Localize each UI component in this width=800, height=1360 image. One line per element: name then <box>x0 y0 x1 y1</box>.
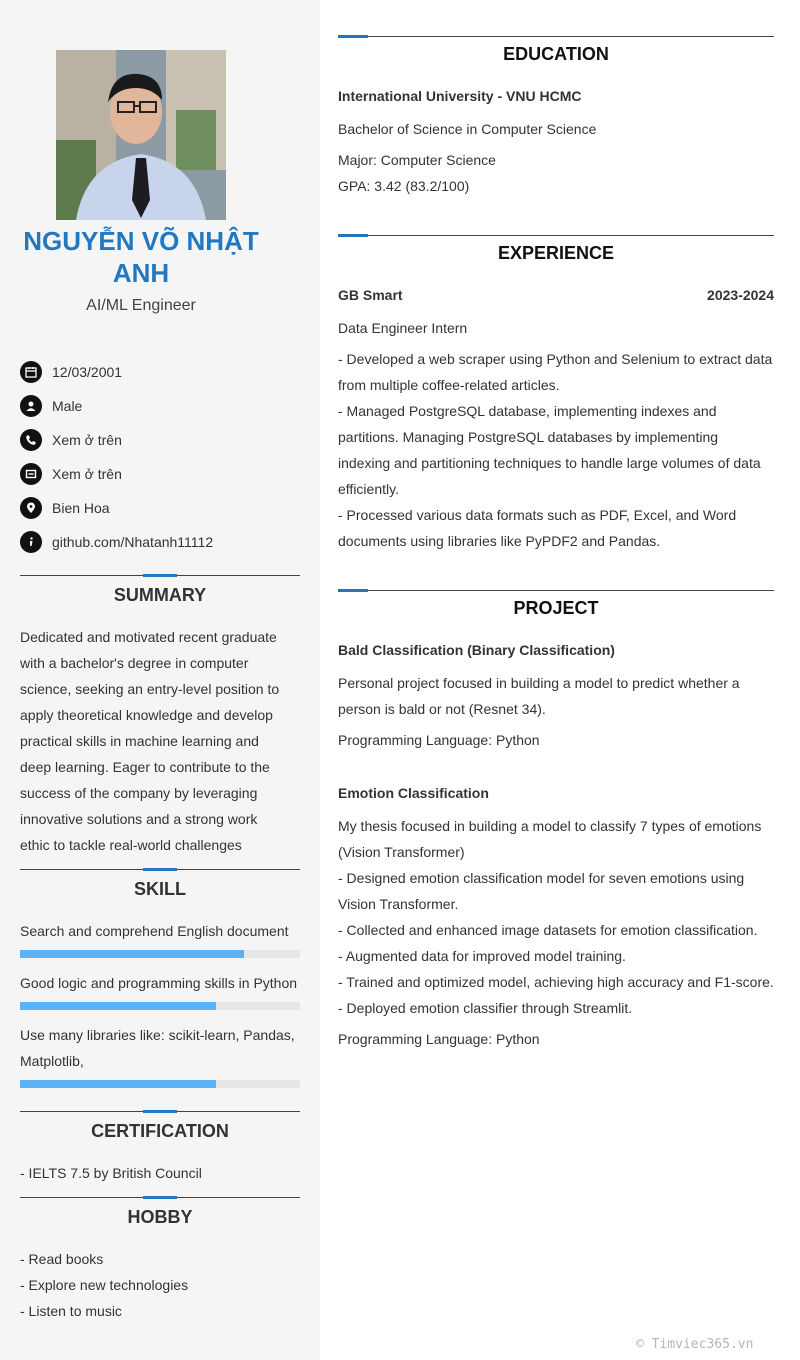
project-description <box>338 813 778 1021</box>
project-description <box>338 670 778 722</box>
summary-line: with a bachelor's degree in computer <box>20 655 249 671</box>
profile-photo <box>56 50 226 220</box>
contact-website <box>20 530 300 554</box>
summary-line: innovative solutions and a strong work <box>20 811 258 827</box>
contact-address <box>20 496 300 520</box>
watermark: © Timviec365.vn <box>636 1337 754 1352</box>
summary-line: practical skills in machine learning and <box>20 733 259 749</box>
skill-label-line: Matplotlib, <box>20 1053 84 1069</box>
skill-level-fill <box>20 950 244 958</box>
contact-phone <box>20 428 300 452</box>
project-line: Vision Transformer. <box>338 896 459 912</box>
project-line: - Trained and optimized model, achieving high accuracy and F1-score. <box>338 974 774 990</box>
summary-line: ethic to tackle real-world challenges <box>20 837 242 853</box>
website-text[interactable]: github.com/Nhatanh11112 <box>52 534 214 550</box>
skill-label: Search and comprehend English document <box>20 923 289 939</box>
email-icon <box>20 463 42 485</box>
divider <box>338 590 774 591</box>
degree: Bachelor of Science in Computer Science <box>338 121 597 137</box>
certification-title: CERTIFICATION <box>91 1121 229 1141</box>
experience-line: partitions. Managing PostgreSQL databases by implementing <box>338 429 719 445</box>
job-title: AI/ML Engineer <box>86 297 196 314</box>
education-heading <box>338 30 774 70</box>
gpa: GPA: 3.42 (83.2/100) <box>338 178 470 194</box>
address-text: Bien Hoa <box>52 500 110 516</box>
divider-accent <box>338 35 368 38</box>
hobby-item: - Explore new technologies <box>20 1277 189 1293</box>
skill-label <box>20 1022 310 1074</box>
skill-level-fill <box>20 1002 216 1010</box>
hobby-heading <box>20 1191 300 1231</box>
skill-level-bar <box>20 1080 300 1088</box>
summary-line: apply theoretical knowledge and develop <box>20 707 273 723</box>
divider <box>338 36 774 37</box>
experience-role: Data Engineer Intern <box>338 320 468 336</box>
hobby-item: - Listen to music <box>20 1303 122 1319</box>
summary-title: SUMMARY <box>113 585 207 605</box>
project-name: Emotion Classification <box>338 785 489 801</box>
divider-accent <box>143 868 177 871</box>
education-title: EDUCATION <box>503 44 609 64</box>
experience-title: EXPERIENCE <box>497 243 615 263</box>
info-icon <box>20 531 42 553</box>
project-name: Bald Classification (Binary Classification) <box>338 642 615 658</box>
person-icon <box>20 395 42 417</box>
gender-text: Male <box>52 398 83 414</box>
project-heading <box>338 584 774 624</box>
skill-label-line: Use many libraries like: scikit-learn, Pandas, <box>20 1027 295 1043</box>
summary-text <box>20 624 305 858</box>
school-name: International University - VNU HCMC <box>338 88 582 104</box>
phone-icon <box>20 429 42 451</box>
experience-line: indexing and partitioning techniques to handle large volumes of data <box>338 455 761 471</box>
summary-line: success of the company by leveraging <box>20 785 258 801</box>
experience-line: documents using libraries like PyPDF2 and Pandas. <box>338 533 661 549</box>
skill-label: Good logic and programming skills in Python <box>20 975 298 991</box>
email-text: Xem ở trên <box>52 466 122 482</box>
experience-heading <box>338 229 774 269</box>
skill-level-bar <box>20 950 300 958</box>
experience-line: - Processed various data formats such as PDF, Excel, and Word <box>338 507 737 523</box>
project-line: - Deployed emotion classifier through Streamlit. <box>338 1000 633 1016</box>
birthday-text: 12/03/2001 <box>52 364 123 380</box>
summary-heading <box>20 569 300 609</box>
hobby-list <box>20 1246 305 1324</box>
divider-accent <box>338 589 368 592</box>
summary-line: Dedicated and motivated recent graduate <box>20 629 277 645</box>
experience-line: efficiently. <box>338 481 399 497</box>
project-line: - Designed emotion classification model for seven emotions using <box>338 870 745 886</box>
project-language: Programming Language: Python <box>338 732 540 748</box>
summary-line: deep learning. Eager to contribute to the <box>20 759 270 775</box>
hobby-title: HOBBY <box>127 1207 193 1227</box>
experience-line: from multiple coffee-related articles. <box>338 377 560 393</box>
contact-gender <box>20 394 300 418</box>
project-line: person is bald or not (Resnet 34). <box>338 701 546 717</box>
project-line: - Augmented data for improved model training. <box>338 948 626 964</box>
experience-line: - Managed PostgreSQL database, implementing indexes and <box>338 403 717 419</box>
skill-level-bar <box>20 1002 300 1010</box>
candidate-name: NGUYỄN VÕ NHẬT ANH <box>23 226 259 288</box>
project-line: (Vision Transformer) <box>338 844 465 860</box>
company-name: GB Smart <box>338 287 403 303</box>
project-line: Personal project focused in building a model to predict whether a <box>338 675 740 691</box>
project-language: Programming Language: Python <box>338 1031 540 1047</box>
experience-period: 2023-2024 <box>707 287 774 303</box>
phone-text: Xem ở trên <box>52 432 122 448</box>
divider <box>338 235 774 236</box>
contact-birthday <box>20 360 300 384</box>
certification-item: - IELTS 7.5 by British Council <box>20 1165 202 1181</box>
divider-accent <box>143 574 177 577</box>
experience-details <box>338 346 778 554</box>
summary-line: science, seeking an entry-level position to <box>20 681 280 697</box>
project-line: - Collected and enhanced image datasets for emotion classification. <box>338 922 758 938</box>
hobby-item: - Read books <box>20 1251 104 1267</box>
skill-heading <box>20 863 300 903</box>
major: Major: Computer Science <box>338 152 496 168</box>
divider-accent <box>143 1196 177 1199</box>
skill-level-fill <box>20 1080 216 1088</box>
calendar-icon <box>20 361 42 383</box>
location-pin-icon <box>20 497 42 519</box>
project-line: My thesis focused in building a model to classify 7 types of emotions <box>338 818 762 834</box>
divider-accent <box>143 1110 177 1113</box>
project-title: PROJECT <box>513 598 599 618</box>
certification-heading <box>20 1105 300 1145</box>
contact-email <box>20 462 300 486</box>
experience-line: - Developed a web scraper using Python and Selenium to extract data <box>338 351 773 367</box>
skill-title: SKILL <box>134 879 186 899</box>
divider-accent <box>338 234 368 237</box>
